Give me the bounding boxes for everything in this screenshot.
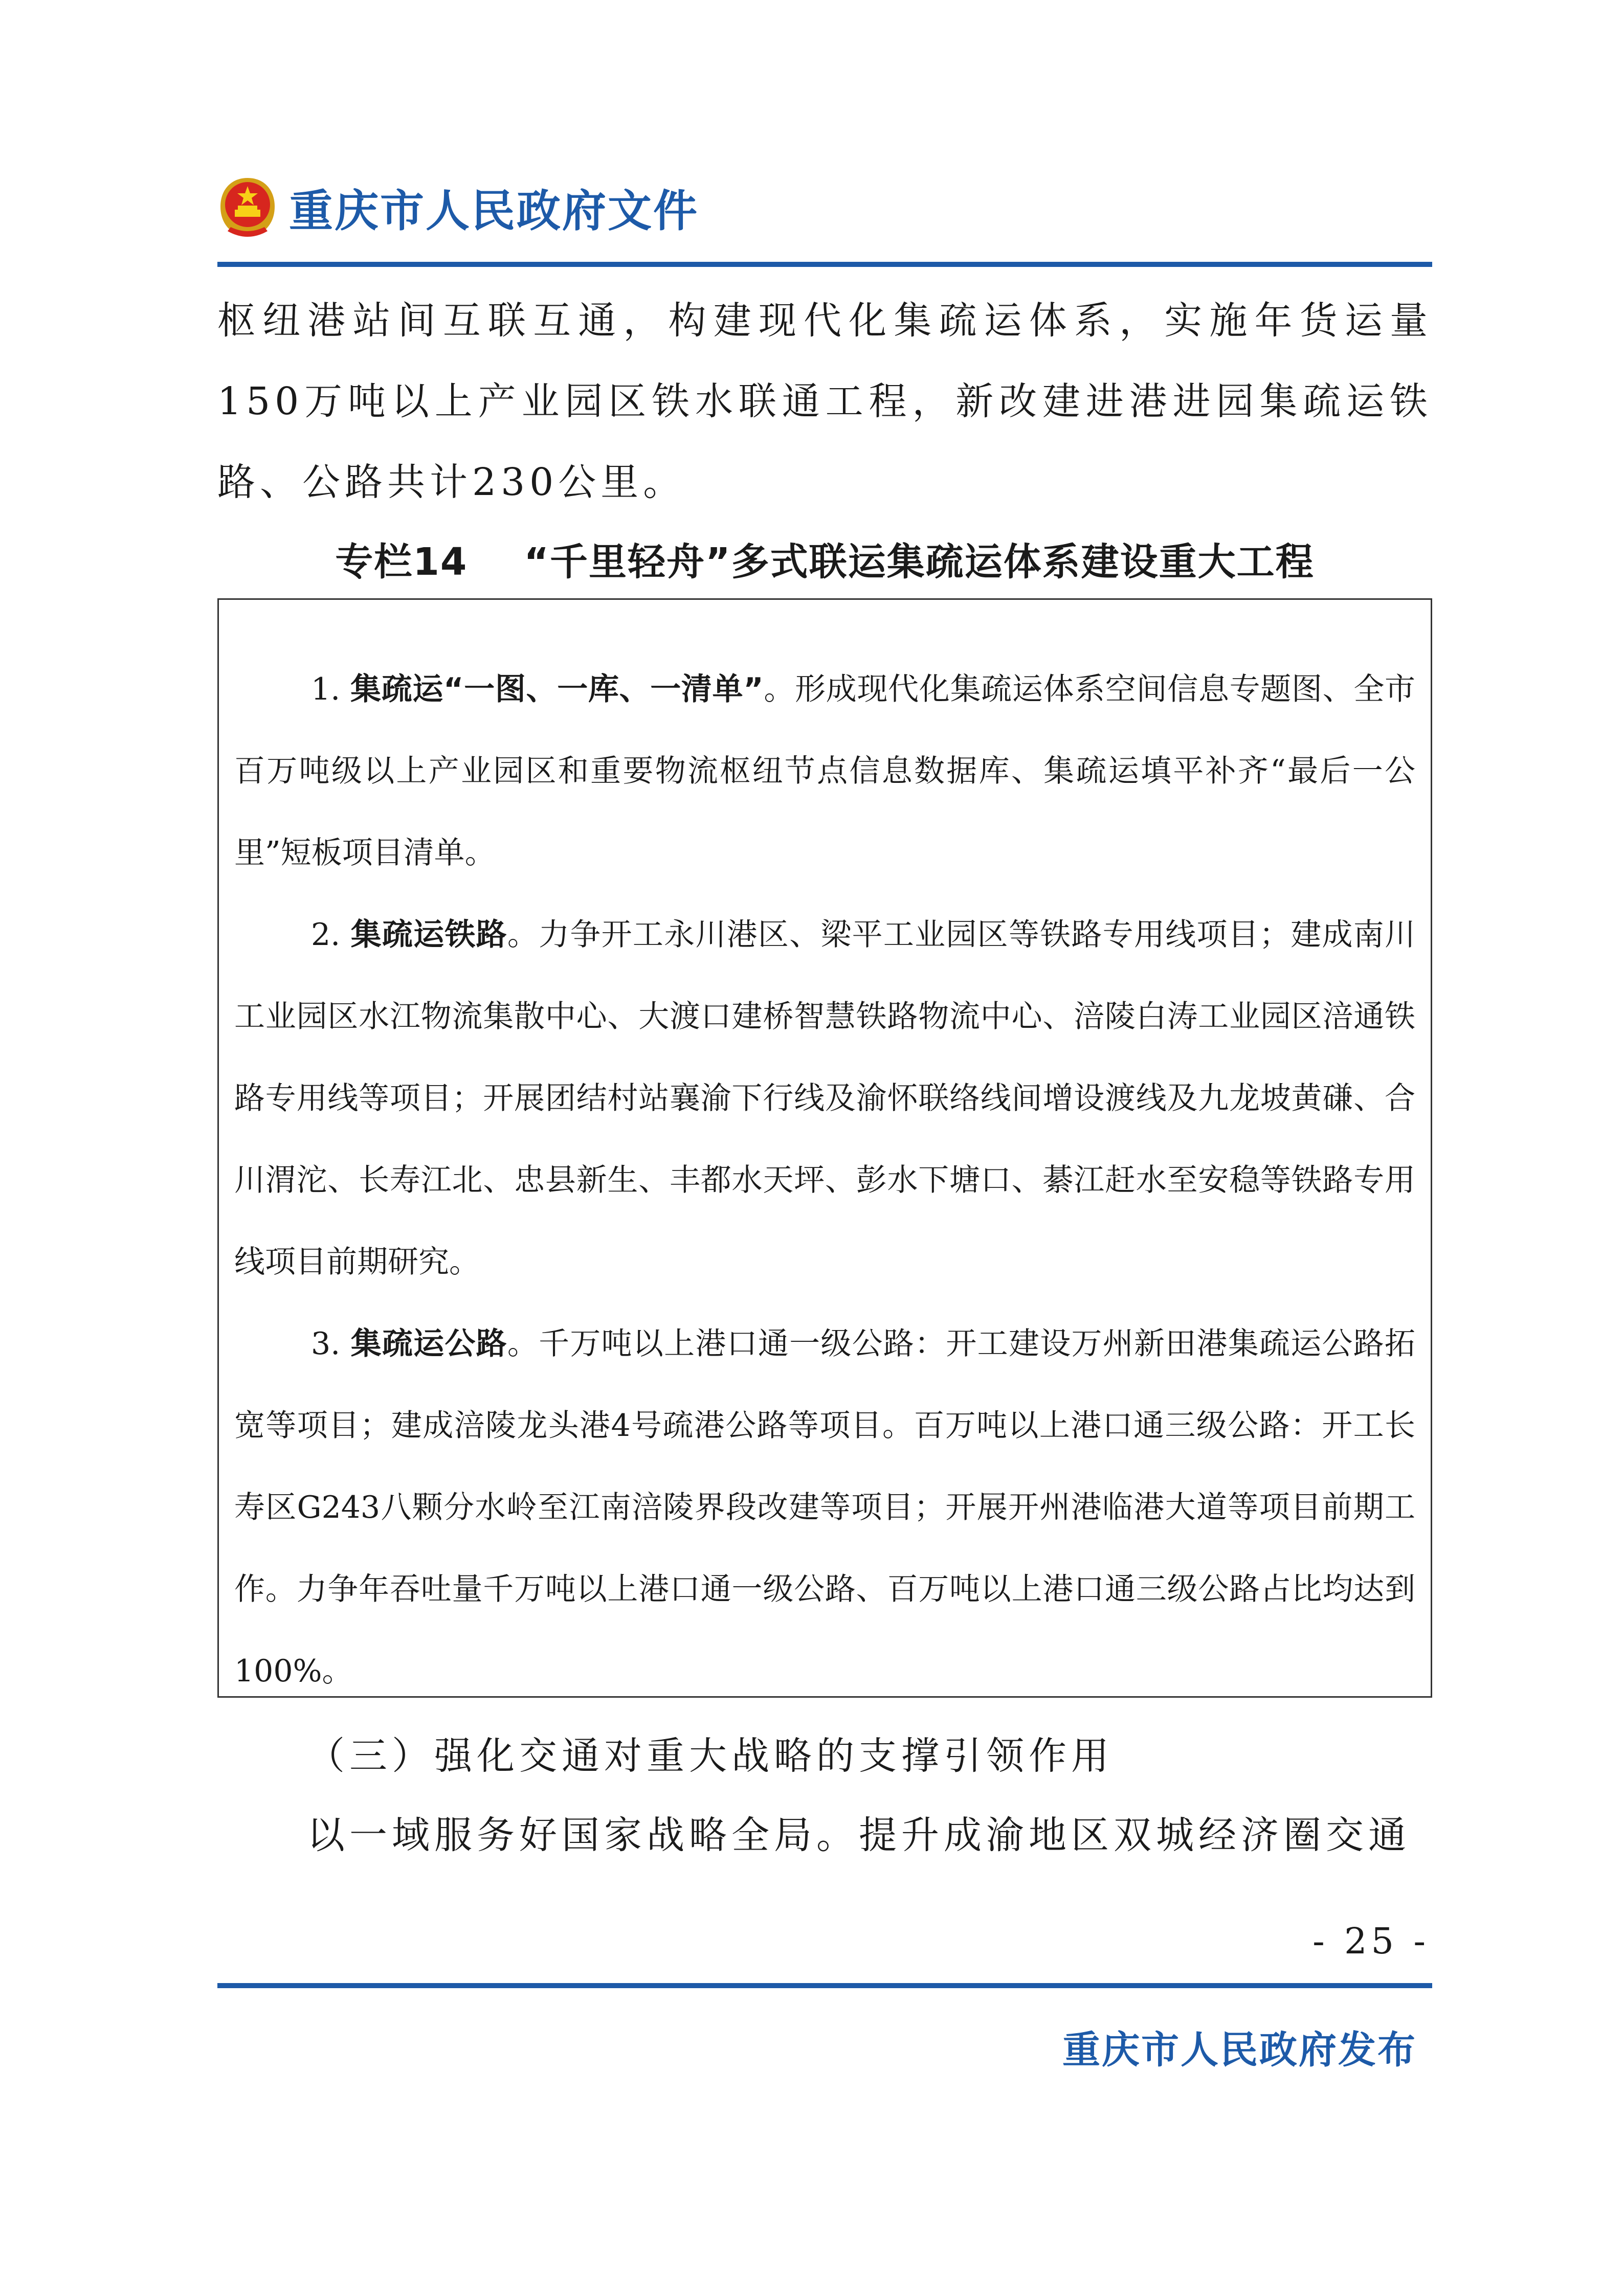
page-number: - 25 -: [1312, 1920, 1430, 1962]
item-title: 集疏运“一图、一库、一清单”: [350, 671, 764, 707]
column-title: [217, 532, 1432, 586]
item-number: 3.: [311, 1326, 341, 1362]
footer-rule: [217, 1983, 1432, 1988]
item-title: 集疏运铁路: [350, 917, 507, 953]
column-heading: “千里轻舟”多式联运集疏运体系建设重大工程: [524, 540, 1315, 584]
item-number: 2.: [311, 917, 341, 953]
column-item: [234, 648, 1415, 894]
intro-paragraph: 枢纽港站间互联互通，构建现代化集疏运体系，实施年货运量150万吨以上产业园区铁水联通工程，新改建进港进园集疏运铁路、公路共计230公里。: [217, 299, 1432, 504]
column-item: [234, 1303, 1415, 1712]
item-text: 。力争开工永川港区、梁平工业园区等铁路专用线项目；建成南川工业园区水江物流集散中心、大渡口建桥智慧铁路物流中心、涪陵白涛工业园区涪通铁路专用线等项目；开展团结村站襄渝下行线及渝怀联络线间增设渡线及九龙坡黄磏、合川渭沱、长寿江北、忠县新生、丰都水天坪、彭水下塘口、綦江赶水至安稳等铁路专用线项目前期研究。: [234, 917, 1415, 1280]
column-box: [217, 598, 1432, 1698]
item-number: 1.: [311, 671, 341, 707]
item-text: 。千万吨以上港口通一级公路：开工建设万州新田港集疏运公路拓宽等项目；建成涪陵龙头港4号疏港公路等项目。百万吨以上港口通三级公路：开工长寿区G243八颗分水岭至江南涪陵界段改建等项目；开展开州港临港大道等项目前期工作。力争年吞吐量千万吨以上港口通一级公路、百万吨以上港口通三级公路占比均达到100%。: [234, 1326, 1415, 1689]
header-rule: [217, 262, 1432, 267]
item-title: 集疏运公路: [350, 1326, 507, 1362]
section-heading: （三）强化交通对重大战略的支撑引领作用: [307, 1734, 1114, 1778]
document-header: [217, 174, 699, 240]
column-label: 专栏14: [335, 540, 468, 584]
header-title: 重庆市人民政府文件: [289, 186, 699, 237]
footer-publisher: 重庆市人民政府发布: [1062, 2028, 1417, 2072]
national-emblem-icon: [217, 174, 278, 240]
item-text: 。形成现代化集疏运体系空间信息专题图、全市百万吨级以上产业园区和重要物流枢纽节点信息数据库、集疏运填平补齐“最后一公里”短板项目清单。: [234, 671, 1416, 871]
column-item: [234, 894, 1415, 1303]
last-paragraph: 以一域服务好国家战略全局。提升成渝地区双城经济圈交通: [307, 1813, 1411, 1857]
